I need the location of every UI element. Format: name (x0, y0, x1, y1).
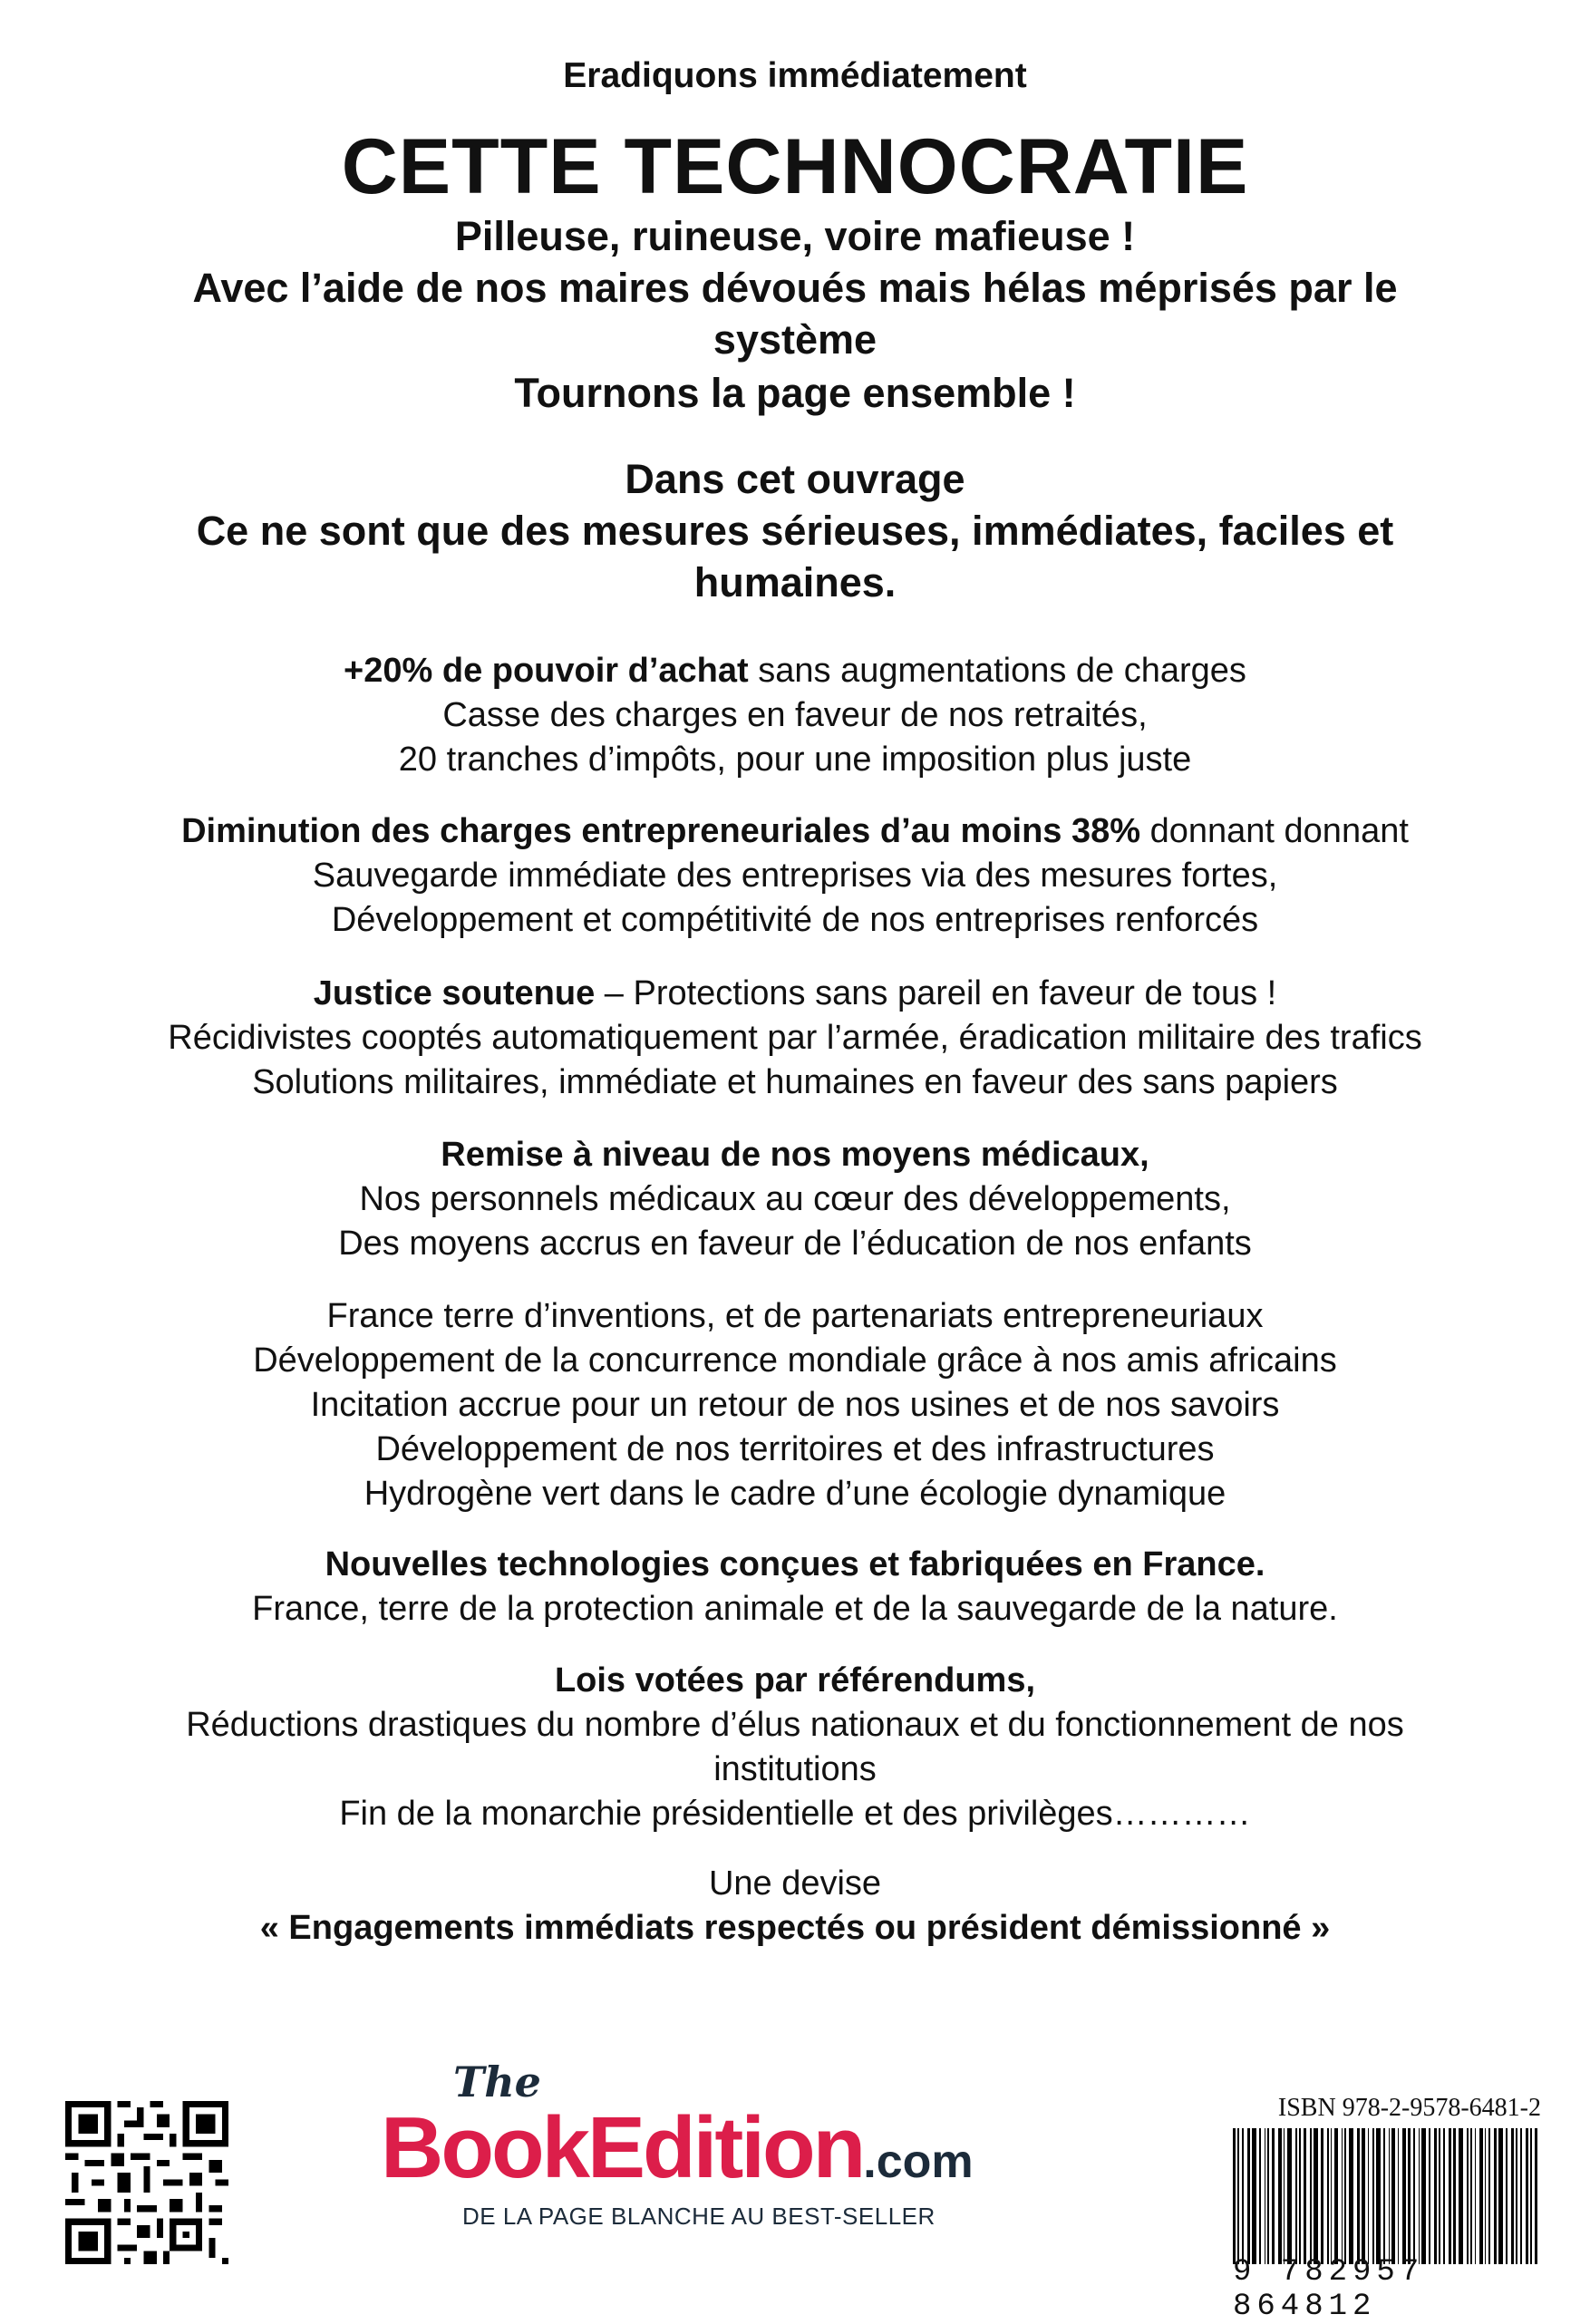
subheader (0, 453, 1590, 608)
section-technologies: Nouvelles technologies conçues et fabriquées en France. France, terre de la protection animale et de la sauvegarde de la nature. (252, 1545, 1338, 1628)
barcode-icon (1233, 2128, 1541, 2264)
section-medical: Remise à niveau de nos moyens médicaux, Nos personnels médicaux au cœur des développements, Des moyens accrus en faveur de l’éducation de nos enfants (338, 1136, 1252, 1263)
section-justice: Justice soutenue – Protections sans pareil en faveur de tous ! Récidivistes cooptés automatiquement par l’armée, éradication militaire des trafics Solutions militaires, immédiate et humaines en faveur des sans papiers (168, 974, 1422, 1101)
motto: Une devise « Engagements immédiats respectés ou président démissionné » (259, 1864, 1331, 1947)
section-inventions: France terre d’inventions, et de partenariats entrepreneuriaux Développement de la concurrence mondiale grâce à nos amis africains Incitation accrue pour un retour de nos usines et de nos savoirs Développement de nos territoires et des infrastructures Hydrogène vert dans le cadre d’une écologie dynamique (253, 1297, 1337, 1513)
header-line: système (713, 316, 877, 363)
subheader-line: Ce ne sont que des mesures sérieuses, immédiates, faciles et (196, 508, 1394, 554)
header-lines (0, 210, 1590, 419)
subheader-line: Dans cet ouvrage (625, 456, 965, 502)
isbn-label: ISBN 978-2-9578-6481-2 (1277, 2094, 1541, 2122)
section-referendums: Lois votées par référendums, Réductions drastiques du nombre d’élus nationaux et du fonctionnement de nos institutions Fin de la monarchie présidentielle et des privilèges………… (186, 1661, 1404, 1833)
subheader-line: humaines. (693, 559, 897, 605)
header-line: Avec l’aide de nos maires dévoués mais hélas méprisés par le (192, 265, 1398, 311)
isbn-digits: 9 782957 864812 (1233, 2255, 1425, 2324)
page-title: CETTE TECHNOCRATIE (341, 123, 1249, 210)
logo-brand: BookEdition.com (381, 2099, 974, 2196)
isbn-barcode (1233, 2094, 1541, 2324)
section-business-charges: Diminution des charges entrepreneuriales d’au moins 38% donnant donnant Sauvegarde immédiate des entreprises via des mesures fortes, Développement et compétitivité de nos entreprises renforcés (181, 812, 1409, 939)
header-line: Pilleuse, ruineuse, voire mafieuse ! (454, 213, 1136, 259)
logo-the: The (453, 2058, 541, 2106)
qr-code-icon (65, 2101, 228, 2264)
header-line: Tournons la page ensemble ! (514, 370, 1076, 416)
section-purchasing-power: +20% de pouvoir d’achat sans augmentations de charges Casse des charges en faveur de nos retraités, 20 tranches d’impôts, pour une imposition plus juste (344, 652, 1246, 779)
logo-tagline: DE LA PAGE BLANCHE AU BEST-SELLER (462, 2203, 936, 2230)
intro-line: Eradiquons immédiatement (563, 56, 1027, 95)
bookedition-logo (372, 2058, 1061, 2239)
